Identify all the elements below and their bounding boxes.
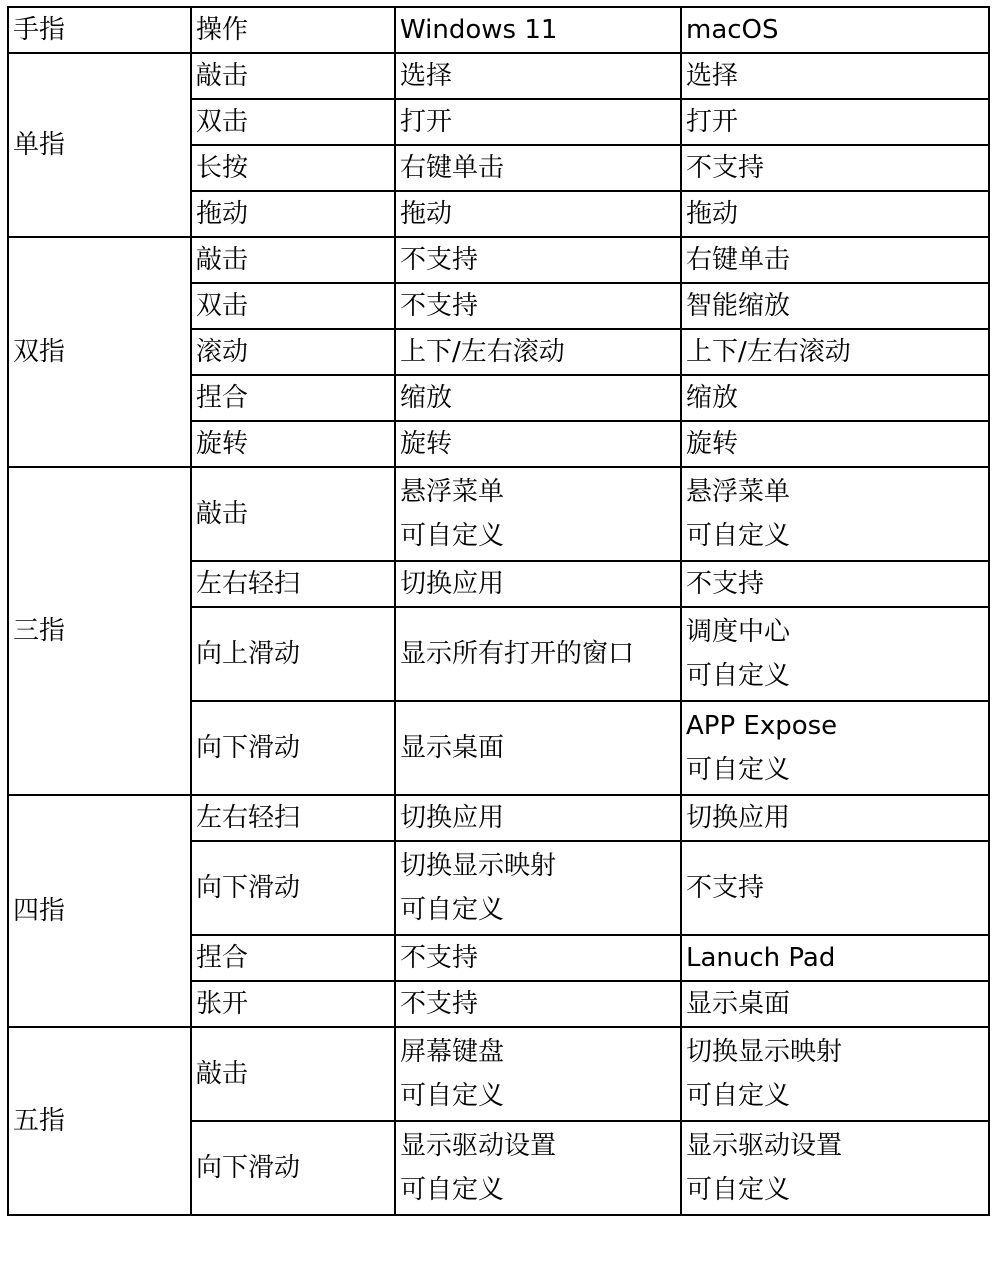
macos-cell-line: 悬浮菜单 [686, 477, 791, 507]
macos-cell-line: 不支持 [686, 569, 765, 599]
operation-cell: 左右轻扫 [191, 795, 395, 841]
windows-cell-line: 可自定义 [400, 521, 505, 551]
operation-cell: 滚动 [191, 329, 395, 375]
windows-cell [395, 841, 681, 935]
finger-count-cell: 双指 [8, 237, 191, 467]
windows-cell-line: 屏幕键盘 [400, 1037, 505, 1067]
windows-cell [395, 561, 681, 607]
macos-cell-line: 右键单击 [686, 245, 791, 275]
macos-cell-line: 显示驱动设置 [686, 1131, 843, 1161]
macos-cell-line: 可自定义 [686, 1175, 791, 1205]
windows-cell [395, 421, 681, 467]
macos-cell [681, 607, 989, 701]
macos-cell [681, 375, 989, 421]
windows-cell [395, 981, 681, 1027]
windows-cell-line: 打开 [400, 107, 453, 137]
windows-cell-line: 拖动 [400, 199, 453, 229]
windows-cell-line: 不支持 [400, 943, 479, 973]
macos-cell [681, 701, 989, 795]
header-macos: macOS [681, 7, 989, 53]
macos-cell-line: 显示桌面 [686, 989, 791, 1019]
macos-cell [681, 467, 989, 561]
macos-cell-line: 选择 [686, 61, 739, 91]
windows-cell-line: 不支持 [400, 291, 479, 321]
macos-cell-line: Lanuch Pad [686, 943, 836, 973]
macos-cell [681, 935, 989, 981]
table-body [8, 7, 989, 1215]
macos-cell [681, 841, 989, 935]
operation-cell: 向下滑动 [191, 841, 395, 935]
operation-cell: 张开 [191, 981, 395, 1027]
windows-cell [395, 701, 681, 795]
windows-cell-line: 可自定义 [400, 1175, 505, 1205]
finger-count-cell: 单指 [8, 53, 191, 237]
windows-cell-line: 上下/左右滚动 [400, 337, 565, 367]
windows-cell-line: 切换显示映射 [400, 851, 557, 881]
header-row [8, 7, 989, 53]
windows-cell [395, 935, 681, 981]
macos-cell-line: 不支持 [686, 153, 765, 183]
windows-cell-line: 缩放 [400, 383, 453, 413]
macos-cell [681, 283, 989, 329]
operation-cell: 捏合 [191, 935, 395, 981]
table-row [8, 467, 989, 561]
macos-cell [681, 99, 989, 145]
operation-cell: 向下滑动 [191, 701, 395, 795]
operation-cell: 向下滑动 [191, 1121, 395, 1215]
macos-cell [681, 145, 989, 191]
operation-cell: 敲击 [191, 237, 395, 283]
macos-cell [681, 561, 989, 607]
operation-cell: 捏合 [191, 375, 395, 421]
table-row [8, 795, 989, 841]
windows-cell [395, 375, 681, 421]
table-row [8, 237, 989, 283]
windows-cell-line: 旋转 [400, 429, 453, 459]
macos-cell [681, 191, 989, 237]
macos-cell-line: 可自定义 [686, 521, 791, 551]
windows-cell-line: 可自定义 [400, 895, 505, 925]
windows-cell [395, 607, 681, 701]
windows-cell [395, 237, 681, 283]
table-row [8, 1027, 989, 1121]
gesture-comparison-table [7, 6, 990, 1216]
macos-cell-line: 可自定义 [686, 755, 791, 785]
operation-cell: 敲击 [191, 467, 395, 561]
operation-cell: 敲击 [191, 1027, 395, 1121]
macos-cell-line: 切换显示映射 [686, 1037, 843, 1067]
macos-cell [681, 329, 989, 375]
macos-cell-line: 可自定义 [686, 661, 791, 691]
macos-cell [681, 237, 989, 283]
finger-count-cell: 五指 [8, 1027, 191, 1215]
windows-cell [395, 467, 681, 561]
windows-cell-line: 选择 [400, 61, 453, 91]
windows-cell-line: 显示驱动设置 [400, 1131, 557, 1161]
windows-cell-line: 右键单击 [400, 153, 505, 183]
windows-cell [395, 145, 681, 191]
operation-cell: 左右轻扫 [191, 561, 395, 607]
windows-cell-line: 切换应用 [400, 803, 505, 833]
macos-cell [681, 1121, 989, 1215]
macos-cell-line: 可自定义 [686, 1081, 791, 1111]
windows-cell [395, 1121, 681, 1215]
macos-cell-line: 上下/左右滚动 [686, 337, 851, 367]
macos-cell-line: 智能缩放 [686, 291, 791, 321]
finger-count-cell: 三指 [8, 467, 191, 795]
macos-cell [681, 981, 989, 1027]
windows-cell-line: 可自定义 [400, 1081, 505, 1111]
macos-cell-line: 调度中心 [686, 617, 791, 647]
operation-cell: 长按 [191, 145, 395, 191]
windows-cell [395, 283, 681, 329]
operation-cell: 双击 [191, 99, 395, 145]
macos-cell-line: 拖动 [686, 199, 739, 229]
macos-cell [681, 421, 989, 467]
macos-cell [681, 53, 989, 99]
windows-cell [395, 191, 681, 237]
windows-cell-line: 悬浮菜单 [400, 477, 505, 507]
operation-cell: 拖动 [191, 191, 395, 237]
header-windows: Windows 11 [395, 7, 681, 53]
windows-cell-line: 不支持 [400, 245, 479, 275]
macos-cell-line: 旋转 [686, 429, 739, 459]
macos-cell-line: 切换应用 [686, 803, 791, 833]
macos-cell-line: 缩放 [686, 383, 739, 413]
operation-cell: 敲击 [191, 53, 395, 99]
macos-cell [681, 1027, 989, 1121]
macos-cell-line: APP Expose [686, 711, 838, 741]
windows-cell [395, 1027, 681, 1121]
windows-cell-line: 显示所有打开的窗口 [400, 639, 635, 669]
finger-count-cell: 四指 [8, 795, 191, 1027]
header-operation: 操作 [191, 7, 395, 53]
macos-cell-line: 打开 [686, 107, 739, 137]
windows-cell-line: 显示桌面 [400, 733, 505, 763]
operation-cell: 向上滑动 [191, 607, 395, 701]
windows-cell [395, 795, 681, 841]
windows-cell-line: 切换应用 [400, 569, 505, 599]
header-finger: 手指 [8, 7, 191, 53]
windows-cell [395, 99, 681, 145]
macos-cell-line: 不支持 [686, 873, 765, 903]
macos-cell [681, 795, 989, 841]
operation-cell: 旋转 [191, 421, 395, 467]
windows-cell [395, 329, 681, 375]
windows-cell-line: 不支持 [400, 989, 479, 1019]
windows-cell [395, 53, 681, 99]
table-row [8, 53, 989, 99]
operation-cell: 双击 [191, 283, 395, 329]
